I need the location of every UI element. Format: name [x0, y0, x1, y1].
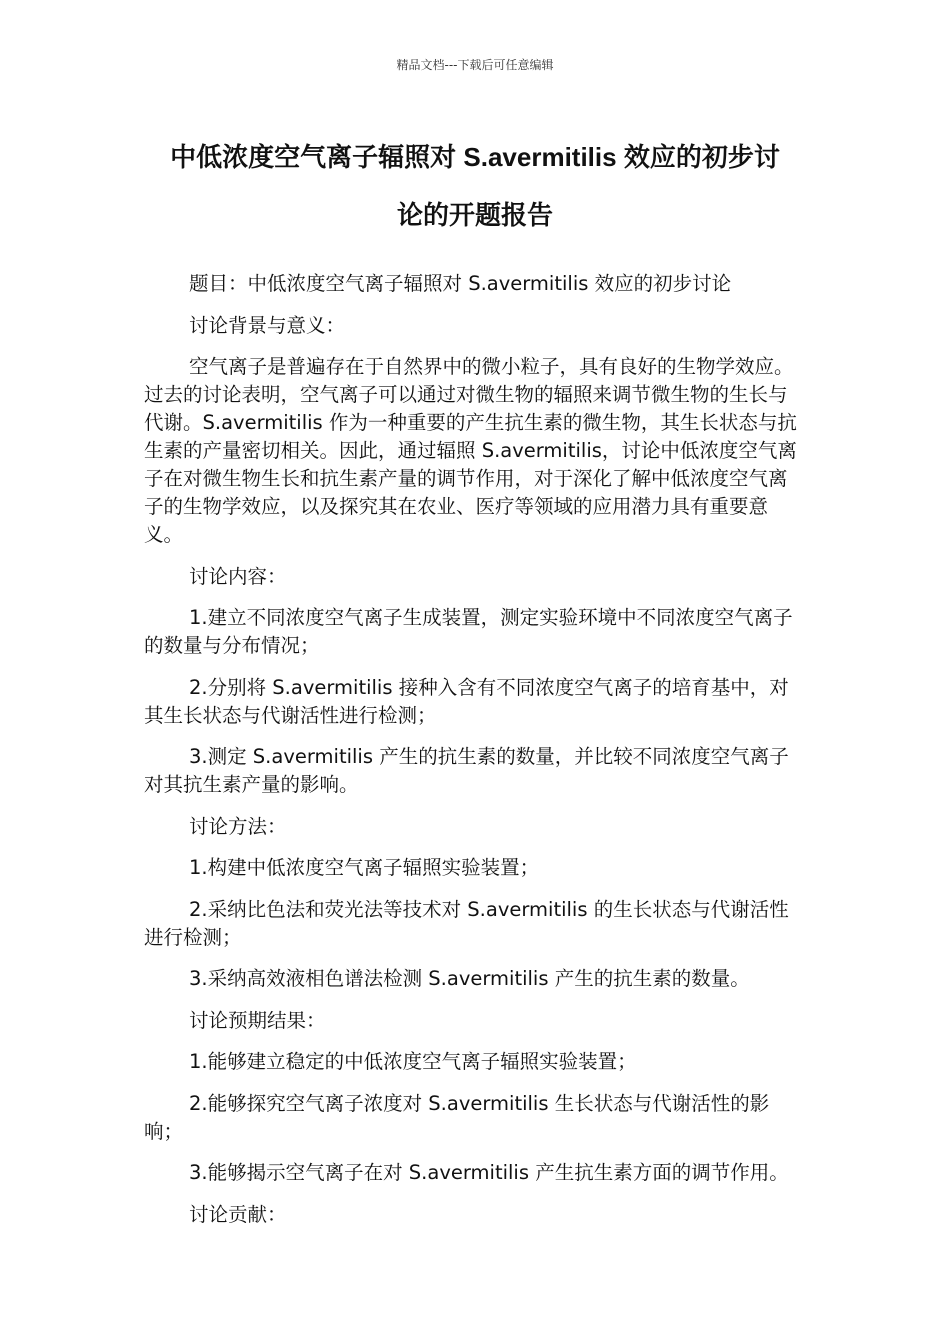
section-heading-contribution: 讨论贡献： — [189, 1202, 287, 1226]
section-heading-expected-results: 讨论预期结果： — [189, 1008, 326, 1032]
content-item-1: 1.建立不同浓度空气离子生成装置，测定实验环境中不同浓度空气离子的数量与分布情况； — [144, 606, 793, 657]
result-item-1: 1.能够建立稳定的中低浓度空气离子辐照实验装置； — [189, 1050, 637, 1073]
content-item-2: 2.分别将 S.avermitilis 接种入含有不同浓度空气离子的培育基中，对其生长状态与代谢活性进行检测； — [144, 675, 789, 727]
document-body — [144, 270, 804, 1242]
section-heading-background: 讨论背景与意义： — [189, 313, 346, 337]
section-heading-content: 讨论内容： — [189, 564, 287, 588]
method-item-3: 3.采纳高效液相色谱法检测 S.avermitilis 产生的抗生素的数量。 — [189, 967, 750, 990]
content-item-3: 3.测定 S.avermitilis 产生的抗生素的数量，并比较不同浓度空气离子对其抗生素产量的影响。 — [144, 745, 789, 796]
method-item-1: 1.构建中低浓度空气离子辐照实验装置； — [189, 856, 540, 879]
document-title — [140, 128, 810, 244]
section-heading-method: 讨论方法： — [189, 814, 287, 838]
title-line-1: 中低浓度空气离子辐照对 S.avermitilis 效应的初步讨 — [170, 142, 780, 172]
topic-paragraph: 题目：中低浓度空气离子辐照对 S.avermitilis 效应的初步讨论 — [189, 272, 732, 295]
page-header: 精品文档---下载后可任意编辑 — [396, 58, 554, 72]
title-line-2: 论的开题报告 — [396, 200, 553, 230]
result-item-3: 3.能够揭示空气离子在对 S.avermitilis 产生抗生素方面的调节作用。 — [189, 1161, 789, 1184]
result-item-2: 2.能够探究空气离子浓度对 S.avermitilis 生长状态与代谢活性的影响； — [144, 1091, 770, 1143]
method-item-2: 2.采纳比色法和荧光法等技术对 S.avermitilis 的生长状态与代谢活性进行检测； — [144, 897, 789, 949]
background-paragraph: 空气离子是普遍存在于自然界中的微小粒子，具有良好的生物学效应。过去的讨论表明，空气离子可以通过对微生物的辐照来调节微生物的生长与代谢。S.avermitilis 作为一种重要的产生抗生素的微生物，其生长状态与抗生素的产量密切相关。因此，通过辐照 S.avermitilis，讨论中低浓度空气离子在对微生物生长和抗生素产量的调节作用，对于深化了解中低浓度空气离子的生物学效应，以及探究其在农业、医疗等领域的应用潜力具有重要意义。 — [144, 355, 797, 546]
